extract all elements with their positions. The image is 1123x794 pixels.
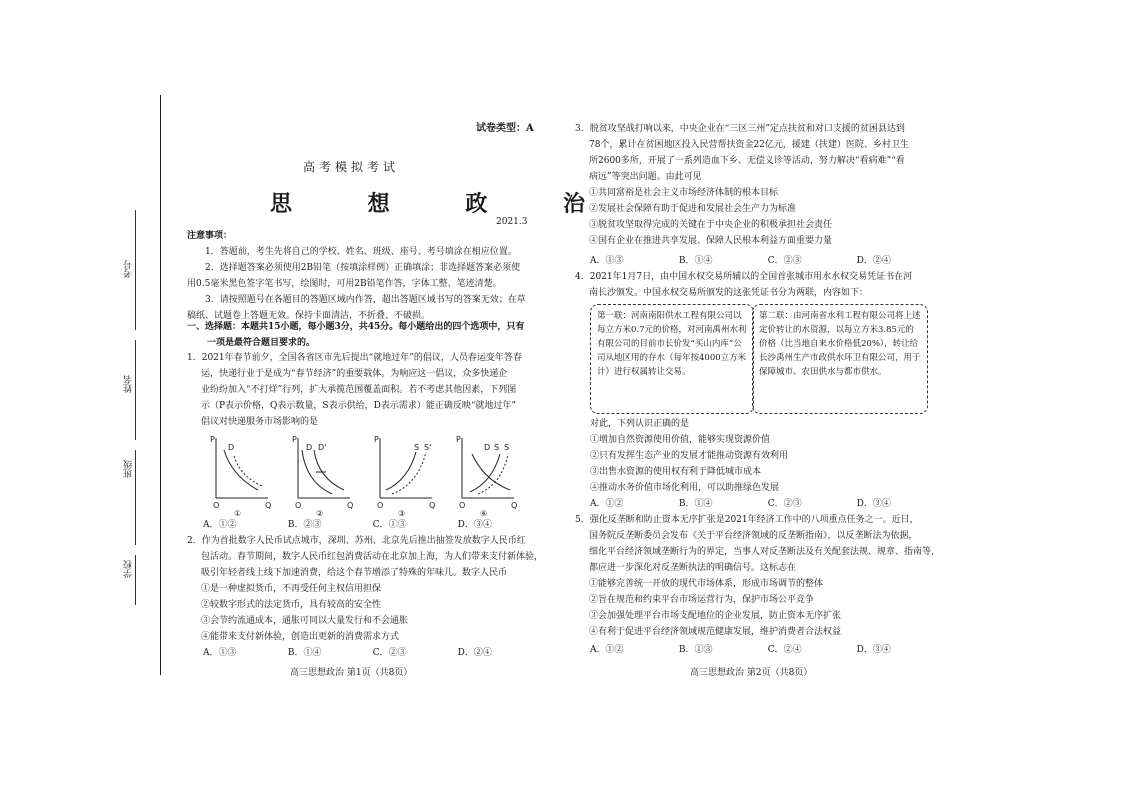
svg-text:Q: Q xyxy=(347,501,354,510)
binding-label-school: 学校 xyxy=(124,560,134,578)
question-text: 78个，累计在贫困地区投入民营帮扶资金22亿元，援建（扶建）医院、乡村卫生 xyxy=(589,140,909,150)
binding-field-line xyxy=(135,450,136,545)
question-statement: ①是一种虚拟货币，不再受任何主权信用担保 xyxy=(201,584,382,594)
question-text: 业纷纷加入“不打烊”行列，扩大承揽范围覆盖面积。若不考虑其他因素，下列图 xyxy=(201,385,517,395)
question-text: 所2600多所，开展了一系列造血下乡、无偿义诊等活动，努力解决“看病难”“看 xyxy=(589,156,905,166)
svg-text:P: P xyxy=(210,435,215,444)
option-a: A．①② xyxy=(203,520,237,530)
question-statement: ②旨在规范和约束平台市场运营行为，保护市场公平竞争 xyxy=(589,595,815,605)
svg-text:S': S' xyxy=(424,443,432,452)
question-statement: ④推动水务价值市场化利用，可以助推绿色发展 xyxy=(590,483,780,493)
graph-label: ③ xyxy=(398,509,406,518)
graph-label: ① xyxy=(234,509,242,518)
notes-item: 2．选择题答案必须使用2B铅笔（按填涂样例）正确填涂；非选择题答案必须使 xyxy=(205,263,521,273)
option-c: C．①③ xyxy=(372,520,407,530)
question-statement: ②较数字形式的法定货币，具有较高的安全性 xyxy=(201,600,382,610)
option-d: D．②④ xyxy=(457,648,492,658)
question-statement: ①增加自然资源使用价值，能够实现资源价值 xyxy=(590,435,771,445)
notes-item: 1．答题前，考生先将自己的学校、姓名、班级、座号、考号填涂在相应位置。 xyxy=(205,247,517,257)
question-statement: ③出售水资源的使用权有利于降低城市成本 xyxy=(590,467,762,477)
option-a: A．①③ xyxy=(590,256,624,266)
svg-text:Q: Q xyxy=(429,501,436,510)
option-b: B．①④ xyxy=(678,499,713,509)
option-d: D．③④ xyxy=(856,645,891,655)
svg-text:S: S xyxy=(414,443,420,452)
question-5 xyxy=(575,512,940,640)
notes-section xyxy=(187,228,547,324)
q4-document-box-2: 第二联：由河南省水利工程有限公司将上述定价转让的水资源，以每立方米3.85元的价格（比当地自来水价格低20%），转让给长沙禹州生产市政供水环卫有限公司，用于保障城市、农田供水与都市供水。 xyxy=(752,304,928,414)
svg-text:D': D' xyxy=(318,443,327,452)
question-statement: ①共同富裕是社会主义市场经济体制的根本目标 xyxy=(589,188,779,198)
question-text: 倡议对快递服务市场影响的是 xyxy=(201,417,319,427)
question-3 xyxy=(575,121,940,249)
question-statement: ②发展社会保障有助于促进和发展社会生产力为标准 xyxy=(589,204,797,214)
question-statement: ③脱贫攻坚取得完成的关键在于中央企业的积极承担社会责任 xyxy=(589,220,833,230)
q2-options xyxy=(203,645,492,661)
svg-text:S: S xyxy=(494,443,500,452)
question-text: 国务院反垄断委员会发布《关于平台经济领域的反垄断指南》，以反垄断法为依据， xyxy=(589,531,918,541)
question-statement: ②只有发挥生态产业的发展才能推动资源有效利用 xyxy=(590,451,789,461)
question-text: 包活动。春节期间，数字人民币红包消费活动在北京加上海，为人们带来支付新体验， xyxy=(201,552,544,562)
question-text: 2．作为首批数字人民币试点城市，深圳、苏州、北京先后推出抽签发放数字人民币红 xyxy=(187,536,526,546)
option-b: B．②③ xyxy=(287,520,322,530)
option-d: D．②④ xyxy=(856,256,891,266)
binding-field-line xyxy=(135,210,136,330)
q3-options xyxy=(590,253,891,269)
svg-text:P: P xyxy=(374,435,379,444)
question-text: 5．强化反垄断和防止资本无序扩张是2021年经济工作中的八项重点任务之一。近日， xyxy=(575,515,919,525)
svg-text:P: P xyxy=(456,435,461,444)
svg-text:O: O xyxy=(459,501,466,510)
binding-line xyxy=(160,95,161,675)
section-heading xyxy=(187,319,547,351)
svg-text:Q: Q xyxy=(265,501,272,510)
binding-label-name: 姓名 xyxy=(124,375,134,393)
exam-name: 高考模拟考试 xyxy=(303,160,400,174)
question-text: 都应进一步深化对反垄断执法的明确信号。这标志在 xyxy=(589,563,797,573)
option-c: C．②③ xyxy=(767,256,802,266)
question-text: 南长沙颁发。中国水权交易所颁发的这张凭证书分为两联，内容如下： xyxy=(589,288,869,298)
section-heading-line: 一项是最符合题目要求的。 xyxy=(207,338,316,348)
option-c: C．②③ xyxy=(767,499,802,509)
section-heading-line: 一、选择题：本题共15小题，每小题3分，共45分。每小题给出的四个选项中，只有 xyxy=(187,322,525,332)
question-text: 病远”等突出问题。由此可见 xyxy=(589,172,702,182)
option-d: D．③④ xyxy=(457,520,492,530)
option-b: B．①④ xyxy=(287,648,322,658)
option-a: A．①③ xyxy=(203,648,237,658)
svg-text:S: S xyxy=(504,443,510,452)
graph-label: ② xyxy=(316,509,324,518)
option-b: B．①④ xyxy=(678,256,713,266)
q1-graphs xyxy=(200,432,560,518)
question-text: 1．2021年春节前夕，全国各省区市先后提出“就地过年”的倡议，人员春运变年答春 xyxy=(187,353,522,363)
question-text: 对此，下列认识正确的是 xyxy=(590,419,690,429)
subject-title: 思 想 政 治 xyxy=(270,191,619,217)
svg-text:D: D xyxy=(306,443,313,452)
svg-text:O: O xyxy=(213,501,220,510)
question-2 xyxy=(187,533,547,645)
binding-field-line xyxy=(135,340,136,440)
q4-options xyxy=(590,496,891,512)
question-1 xyxy=(187,350,547,430)
notes-item: 用0.5毫米黑色签字笔书写，绘图时，可用2B铅笔作答，字体工整、笔迹清楚。 xyxy=(187,279,502,289)
footer-right: 高三思想政治 第2页（共8页） xyxy=(690,668,813,678)
question-statement: ④有利于促进平台经济领域规范健康发展，维护消费者合法权益 xyxy=(589,627,842,637)
svg-text:D: D xyxy=(484,443,491,452)
notes-item: 3．请按照题号在各题目的答题区域内作答，超出答题区域书写的答案无效；在草 xyxy=(205,295,526,305)
svg-text:P: P xyxy=(292,435,297,444)
option-b: B．①③ xyxy=(678,645,713,655)
question-statement: ③会节约流通成本，通胀可同以大量发行和不会通胀 xyxy=(201,616,409,626)
binding-label-class: 班级 xyxy=(124,460,134,478)
graph-2 xyxy=(292,435,353,510)
binding-field-line xyxy=(135,555,136,605)
question-text: 细化平台经济领域垄断行为的界定，当事人对反垄断法及有关配套法规、规章、指南等， xyxy=(589,547,941,557)
graph-label: ④ xyxy=(480,509,488,518)
question-statement: ①能够完善统一开放的现代市场体系，形成市场调节的整体 xyxy=(589,579,824,589)
notes-heading: 注意事项： xyxy=(187,231,233,241)
option-a: A．①② xyxy=(590,499,624,509)
option-a: A．①② xyxy=(590,645,624,655)
paper-type: 试卷类型：A xyxy=(476,123,534,134)
option-d: D．③④ xyxy=(856,499,891,509)
exam-date: 2021.3 xyxy=(496,217,528,227)
q1-options xyxy=(203,517,492,533)
question-text: 运，快递行业于是成为“春节经济”的重要载体。为响应这一倡议，众多快递企 xyxy=(201,369,508,379)
notes-item: 稿纸、试题卷上答题无效。保持卡面清洁，不折叠、不破损。 xyxy=(187,311,431,321)
svg-text:Q: Q xyxy=(511,501,518,510)
question-text: 示（P表示价格，Q表示数量，S表示供给，D表示需求）能正确反映“就地过年” xyxy=(201,401,517,411)
question-statement: ④国有企业在推进共享发展、保障人民根本利益方面重要力量 xyxy=(589,236,833,246)
question-statement: ④能带来支付新体验，创造出更新的消费需求方式 xyxy=(201,632,400,642)
svg-text:D: D xyxy=(228,443,235,452)
question-text: 吸引年轻者线上线下加速消费，给这个春节增添了特殊的年味儿。数字人民币 xyxy=(201,568,508,578)
graph-4 xyxy=(456,435,517,510)
question-text: 4．2021年1月7日，由中国水权交易所辅以的全国首张城市用水水权交易凭证书在河 xyxy=(575,272,913,282)
graph-3 xyxy=(374,435,435,510)
q5-options xyxy=(590,642,891,658)
svg-text:O: O xyxy=(377,501,384,510)
question-statement: ③会加强处理平台市场支配地位的企业发展，防止资本无序扩张 xyxy=(589,611,842,621)
question-4 xyxy=(575,269,940,301)
option-c: C．②③ xyxy=(372,648,407,658)
question-text: 3．脱贫攻坚战打响以来，中央企业在“三区三州”定点扶贫和对口支援的贫困县达到 xyxy=(575,124,905,134)
svg-text:O: O xyxy=(295,501,302,510)
q4-statements xyxy=(590,416,940,496)
binding-label-exam-no: 考号 xyxy=(124,260,134,278)
footer-left: 高三思想政治 第1页（共8页） xyxy=(290,668,413,678)
q4-document-box-1: 第一联：河南南阳供水工程有限公司以每立方米0.7元的价格，对河南禹州水利有限公司的目前市长价发“买山内库”公司从地区用的存水（每年按4000立方米计）进行权属转让交易。 xyxy=(590,304,754,414)
option-c: C．②④ xyxy=(767,645,802,655)
graph-1 xyxy=(210,435,271,510)
